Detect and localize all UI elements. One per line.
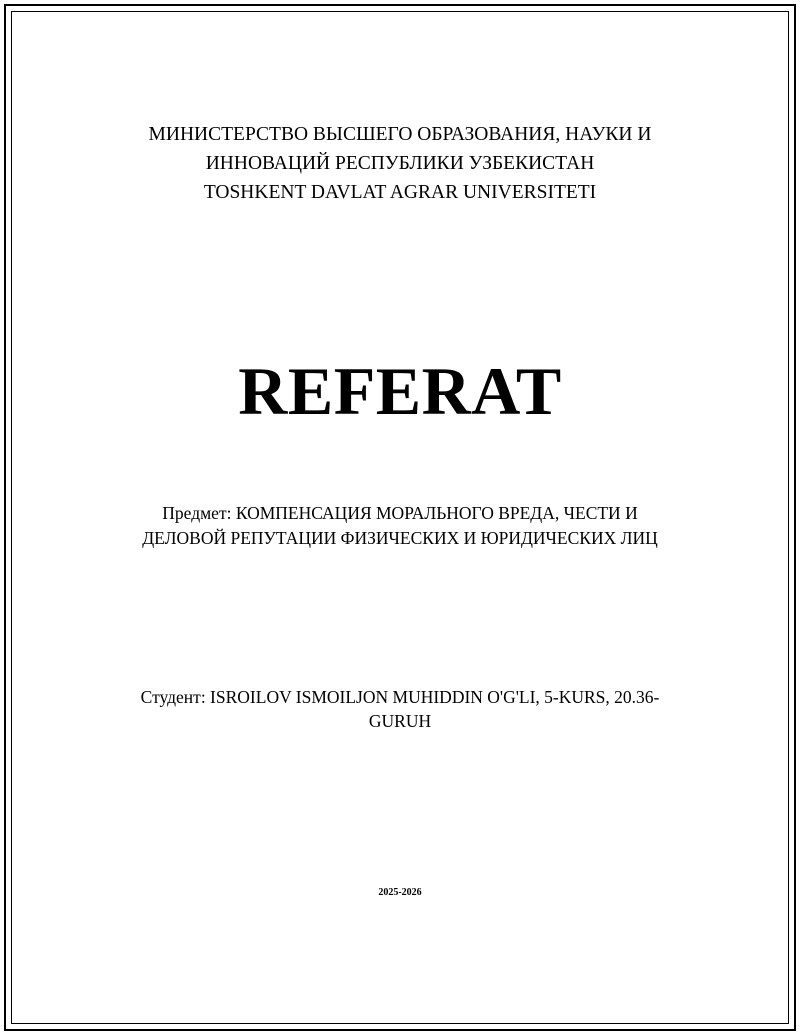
subject-line-1: Предмет: КОМПЕНСАЦИЯ МОРАЛЬНОГО ВРЕДА, ЧЕСТИ И [162, 503, 638, 523]
ministry-line-2: ИННОВАЦИЙ РЕСПУБЛИКИ УЗБЕКИСТАН [205, 153, 595, 174]
subject-line-2: ДЕЛОВОЙ РЕПУТАЦИИ ФИЗИЧЕСКИХ И ЮРИДИЧЕСКИХ ЛИЦ [142, 528, 658, 548]
student-line-1: Студент: ISROILOV ISMOILJON MUHIDDIN O'G'LI, 5-KURS, 20.36- [140, 687, 660, 707]
academic-year: 2025-2026 [378, 887, 422, 898]
university-name: TOSHKENT DAVLAT AGRAR UNIVERSITETI [203, 182, 597, 203]
student-line-2: GURUH [368, 711, 432, 731]
ministry-line-1: МИНИСТЕРСТВО ВЫСШЕГО ОБРАЗОВАНИЯ, НАУКИ И [148, 124, 652, 145]
document-title: REFERAT [238, 353, 562, 429]
